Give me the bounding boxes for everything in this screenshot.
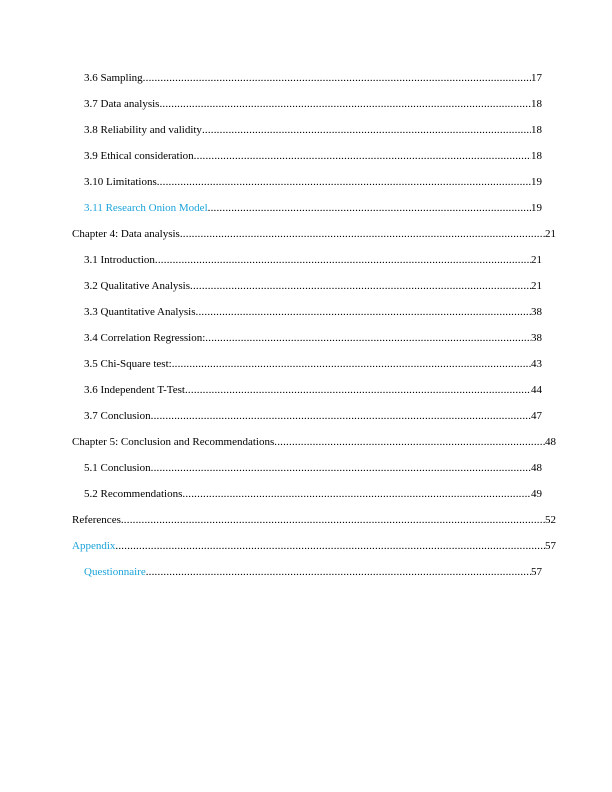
toc-dot-leader bbox=[115, 538, 545, 554]
toc-entry[interactable] bbox=[72, 278, 542, 304]
toc-entry-page-number: 19 bbox=[531, 176, 542, 188]
toc-entry-title[interactable]: 3.4 Correlation Regression: bbox=[84, 332, 206, 344]
toc-dot-leader bbox=[274, 434, 545, 450]
toc-entry-title[interactable]: Chapter 4: Data analysis bbox=[72, 228, 180, 240]
toc-entry-page-number: 48 bbox=[545, 436, 556, 448]
toc-entry-page-number: 52 bbox=[545, 514, 556, 526]
toc-entry-title[interactable]: 3.7 Conclusion bbox=[84, 410, 151, 422]
toc-entry-page-number: 18 bbox=[531, 150, 542, 162]
toc-entry-page-number: 49 bbox=[531, 488, 542, 500]
toc-entry[interactable] bbox=[72, 226, 556, 252]
toc-entry[interactable] bbox=[72, 122, 542, 148]
toc-entry[interactable] bbox=[72, 304, 542, 330]
toc-entry-title[interactable]: Chapter 5: Conclusion and Recommendations bbox=[72, 436, 275, 448]
toc-entry-page-number: 21 bbox=[531, 254, 542, 266]
toc-entry-title[interactable]: 5.2 Recommendations bbox=[84, 488, 183, 500]
toc-dot-leader bbox=[159, 96, 531, 112]
toc-entry[interactable] bbox=[72, 356, 542, 382]
toc-entry-page-number: 43 bbox=[531, 358, 542, 370]
toc-entry-title[interactable]: 3.2 Qualitative Analysis bbox=[84, 280, 191, 292]
toc-dot-leader bbox=[194, 148, 531, 164]
toc-entry[interactable] bbox=[72, 252, 542, 278]
toc-entry-title[interactable]: 3.3 Quantitative Analysis bbox=[84, 306, 196, 318]
toc-dot-leader bbox=[157, 174, 531, 190]
toc-entry-title[interactable]: 3.6 Sampling bbox=[84, 72, 143, 84]
toc-dot-leader bbox=[121, 512, 545, 528]
toc-entry[interactable] bbox=[72, 564, 542, 590]
toc-dot-leader bbox=[155, 252, 531, 268]
toc-entry[interactable] bbox=[72, 408, 542, 434]
toc-dot-leader bbox=[143, 70, 531, 86]
toc-dot-leader bbox=[180, 226, 545, 242]
toc-entry-page-number: 18 bbox=[531, 124, 542, 136]
toc-entry-page-number: 57 bbox=[545, 540, 556, 552]
toc-entry[interactable] bbox=[72, 148, 542, 174]
toc-entry-page-number: 19 bbox=[531, 202, 542, 214]
toc-entry-title[interactable]: 3.10 Limitations bbox=[84, 176, 157, 188]
toc-entry-page-number: 57 bbox=[531, 566, 542, 578]
toc-entry-page-number: 21 bbox=[545, 228, 556, 240]
toc-entry-title[interactable]: Questionnaire bbox=[84, 566, 146, 578]
toc-dot-leader bbox=[190, 278, 531, 294]
toc-dot-leader bbox=[151, 408, 531, 424]
toc-dot-leader bbox=[185, 382, 531, 398]
toc-entry-title[interactable]: 3.11 Research Onion Model bbox=[84, 202, 208, 214]
toc-entry-page-number: 17 bbox=[531, 72, 542, 84]
toc-entry[interactable] bbox=[72, 538, 556, 564]
toc-entry-page-number: 47 bbox=[531, 410, 542, 422]
toc-entry-title[interactable]: References bbox=[72, 514, 121, 526]
toc-entry[interactable] bbox=[72, 486, 542, 512]
toc-entry-page-number: 38 bbox=[531, 306, 542, 318]
toc-entry[interactable] bbox=[72, 460, 542, 486]
toc-entry-title[interactable]: 3.8 Reliability and validity bbox=[84, 124, 202, 136]
toc-entry-title[interactable]: 3.1 Introduction bbox=[84, 254, 155, 266]
toc-entry-title[interactable]: 5.1 Conclusion bbox=[84, 462, 151, 474]
toc-entry-title[interactable]: 3.9 Ethical consideration bbox=[84, 150, 194, 162]
table-of-contents bbox=[72, 70, 556, 590]
toc-dot-leader bbox=[182, 486, 531, 502]
toc-dot-leader bbox=[146, 564, 531, 580]
toc-entry-page-number: 38 bbox=[531, 332, 542, 344]
toc-dot-leader bbox=[205, 330, 531, 346]
toc-dot-leader bbox=[151, 460, 531, 476]
toc-dot-leader bbox=[202, 122, 531, 138]
toc-dot-leader bbox=[172, 356, 531, 372]
toc-entry-title[interactable]: 3.6 Independent T-Test bbox=[84, 384, 185, 396]
toc-entry-title[interactable]: 3.5 Chi-Square test: bbox=[84, 358, 172, 370]
toc-entry[interactable] bbox=[72, 174, 542, 200]
toc-entry-page-number: 18 bbox=[531, 98, 542, 110]
toc-entry[interactable] bbox=[72, 330, 542, 356]
toc-entry-title[interactable]: 3.7 Data analysis bbox=[84, 98, 160, 110]
toc-entry-page-number: 44 bbox=[531, 384, 542, 396]
toc-dot-leader bbox=[208, 200, 531, 216]
toc-entry-page-number: 48 bbox=[531, 462, 542, 474]
toc-entry[interactable] bbox=[72, 512, 556, 538]
toc-dot-leader bbox=[196, 304, 531, 320]
toc-entry[interactable] bbox=[72, 382, 542, 408]
toc-entry[interactable] bbox=[72, 70, 542, 96]
toc-entry-title[interactable]: Appendix bbox=[72, 540, 116, 552]
toc-entry[interactable] bbox=[72, 200, 542, 226]
toc-entry-page-number: 21 bbox=[531, 280, 542, 292]
toc-entry[interactable] bbox=[72, 96, 542, 122]
toc-entry[interactable] bbox=[72, 434, 556, 460]
